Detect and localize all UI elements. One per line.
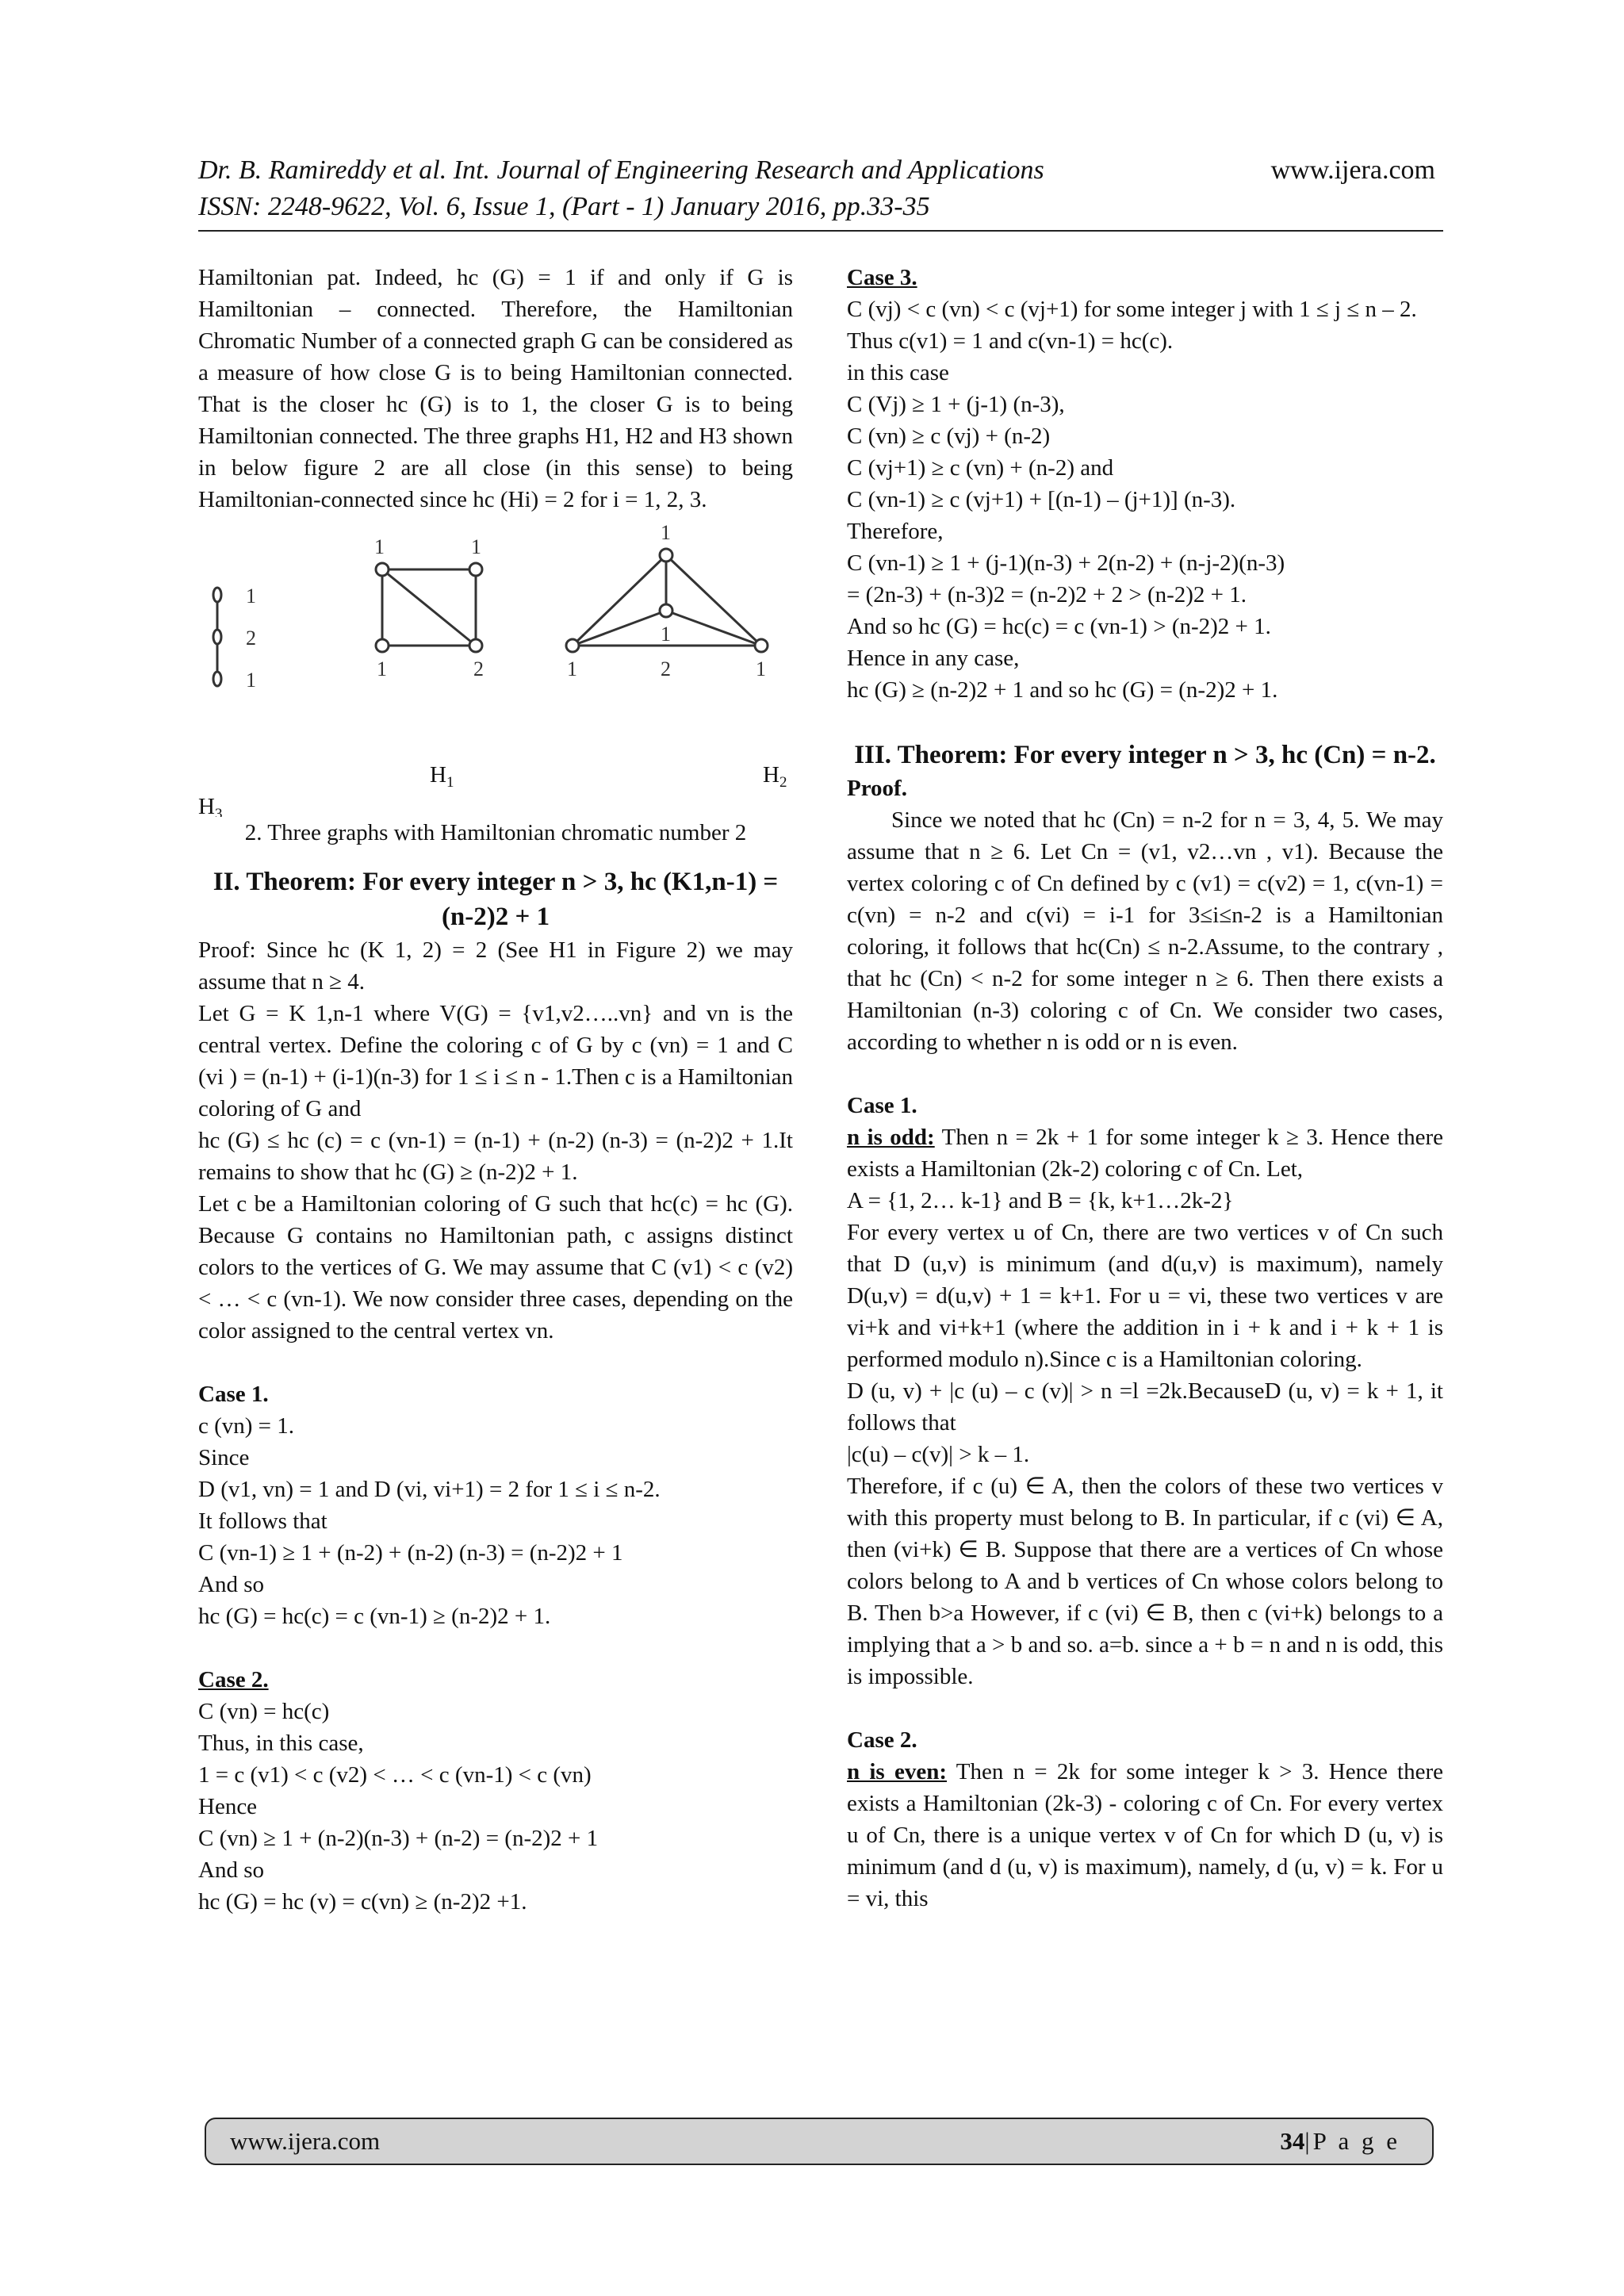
square-label-tl: 1 [374,535,385,558]
case-3-line: C (Vj) ≥ 1 + (j-1) (n-3), [847,392,1065,417]
case-1-line: hc (G) = hc(c) = c (vn-1) ≥ (n-2)2 + 1. [198,1604,551,1629]
path-label-bottom: 1 [246,669,256,692]
c1-paragraph-4: |c(u) – c(v)| > k – 1. [847,1442,1030,1467]
case-2-line: Thus, in this case, [198,1731,364,1756]
figure-label-h2: $H_2$ [763,762,787,791]
c1-sets: A = {1, 2… k-1} and B = {k, k+1…2k-2} [847,1188,1234,1213]
c1-paragraph [847,1121,1443,1185]
case-3-heading: Case 3. [847,265,917,290]
case-3-line: C (vn) ≥ c (vj) + (n-2) [847,424,1051,449]
tri-label-left: 1 [567,657,577,680]
page-word: |P a g e [1304,2127,1400,2155]
proof-label: Proof. [847,776,907,801]
c1-paragraph-5: Therefore, if c (u) ∈ A, then the colors of these two vertices v with this property must belong to B. In particular, if c (vi) ∈ A, then (vi+k) ∈ B. Suppose that there are a vertices of Cn whose colors belong to A and b vertices of Cn whose colors belong to B. Then b>a However, if c (vi) ∈ B, then c (vi+k) belongs to a implying that a > b and so. a=b. since a + b = n and n is odd, this is impossible. [847,1474,1443,1689]
square-label-br: 2 [473,657,484,680]
proof-paragraph: Since we noted that hc (Cn) = n-2 for n = 3, 4, 5. We may assume that n ≥ 6. Let Cn = (v1, v2…vn , v1). Because the vertex coloring c of Cn defined by c (v1) = c(v2) = 1, c(vn-1) = c(vn) = n-2 and c(vi) = i-1 for 3≤i≤n-2 is a Hamiltonian coloring, it follows that hc(Cn) ≤ n-2.Assume, to the contrary , that hc (Cn) < n-2 for some integer n ≥ 6. Then there exists a Hamiltonian (n-3) coloring c of Cn. We consider two cases, according to whether n is odd or n is even. [847,807,1443,1055]
header-website: www.ijera.com [1270,155,1435,185]
section-3-heading: III. Theorem: For every integer n > 3, hc (Cn) = n-2. [854,741,1436,769]
left-column [198,262,793,1918]
figure-caption: 2. Three graphs with Hamiltonian chromatic number 2 [244,820,747,845]
figure-label-h1: $H_1$ [430,762,454,791]
section-2-heading: II. Theorem: For every integer n > 3, hc (K1,n-1) = (n-2)2 + 1 [213,868,779,931]
case-3-line: Thus c(v1) = 1 and c(vn-1) = hc(c). [847,328,1174,354]
c2-heading: Case 2. [847,1727,917,1753]
intro-paragraph: Hamiltonian pat. Indeed, hc (G) = 1 if and only if G is Hamiltonian – connected. Therefore, the Hamiltonian Chromatic Number of a connected graph G can be considered as a measure of how close G is to being Hamiltonian connected. That is the closer hc (G) is to 1, the closer G is to being Hamiltonian connected. The three graphs H1, H2 and H3 shown in below figure 2 are all close (in this sense) to being Hamiltonian-connected since hc (Hi) = 2 for i = 1, 2, 3. [198,265,793,512]
case-1-line: c (vn) = 1. [198,1413,295,1439]
footer-page-number [1280,2127,1400,2156]
case-3-line: in this case [847,360,949,385]
c2-label: n is even: [847,1759,947,1784]
c1-paragraph-2: For every vertex u of Cn, there are two vertices v of Cn such that D (u,v) is minimum (and d(u,v) is maximum), namely D(u,v) = d(u,v) + 1 = k+1. For u = vi, these two vertices v are vi+k and vi+k+1 (where the addition in i + k and i + k + 1 is performed modulo n).Since c is a Hamiltonian coloring. [847,1220,1443,1372]
tri-label-right: 1 [756,657,766,680]
page-number: 34 [1280,2127,1305,2155]
running-header [198,152,1435,225]
c1-text: Then n = 2k + 1 for some integer k ≥ 3. Hence there exists a Hamiltonian (2k-2) coloring c of Cn. Let, [847,1125,1443,1182]
path-label-mid: 2 [246,627,256,650]
case-2-line: C (vn) = hc(c) [198,1699,330,1724]
proof-line-2: Let G = K 1,n-1 where V(G) = {v1,v2…..vn} and vn is the central vertex. Define the coloring c of G by c (vn) = 1 and C (vi ) = (n-1) + (i-1)(n-3) for 1 ≤ i ≤ n - 1.Then c is a Hamiltonian coloring of G and [198,1001,793,1121]
case-3-line: And so hc (G) = hc(c) = c (vn-1) > (n-2)2 + 1. [847,614,1271,639]
case-2-line: hc (G) = hc (v) = c(vn) ≥ (n-2)2 +1. [198,1889,527,1915]
proof-line-4: Let c be a Hamiltonian coloring of G such that hc(c) = hc (G). Because G contains no Hamiltonian path, c assigns distinct colors to the vertices of G. We may assume that C (v1) < c (v2) < … < c (vn-1). We now consider three cases, depending on the color assigned to the central vertex vn. [198,1191,793,1343]
square-label-bl: 1 [377,657,387,680]
case-1-line: It follows that [198,1508,327,1534]
c1-label: n is odd: [847,1125,935,1150]
figure-2 [198,516,793,817]
case-1-line: D (v1, vn) = 1 and D (vi, vi+1) = 2 for 1 ≤ i ≤ n-2. [198,1477,661,1502]
case-3-line: C (vj+1) ≥ c (vn) + (n-2) and [847,455,1114,481]
square-label-tr: 1 [471,535,481,558]
case-2-line: C (vn) ≥ 1 + (n-2)(n-3) + (n-2) = (n-2)2 + 1 [198,1826,599,1851]
tri-label-center: 1 [661,623,671,646]
case-3-line: C (vj) < c (vn) < c (vj+1) for some integer j with 1 ≤ j ≤ n – 2. [847,297,1417,322]
case-3-line: C (vn-1) ≥ 1 + (j-1)(n-3) + 2(n-2) + (n-j-2)(n-3) [847,550,1285,576]
footer-website: www.ijera.com [230,2127,381,2155]
header-issn-line: ISSN: 2248-9622, Vol. 6, Issue 1, (Part - 1) January 2016, pp.33-35 [198,192,930,221]
c2-paragraph [847,1756,1443,1915]
case-1-line: C (vn-1) ≥ 1 + (n-2) + (n-2) (n-3) = (n-2)2 + 1 [198,1540,623,1566]
path-label-top: 1 [246,585,256,608]
right-column [847,262,1443,1915]
case-1-line: Since [198,1445,250,1470]
page-footer [205,2118,1434,2165]
figure-label-h3: $H_3$ [198,794,223,817]
proof-line-3: hc (G) ≤ hc (c) = c (vn-1) = (n-1) + (n-2) (n-3) = (n-2)2 + 1.It remains to show that hc (G) ≥ (n-2)2 + 1. [198,1128,793,1185]
proof-line-1: Proof: Since hc (K 1, 2) = 2 (See H1 in Figure 2) we may assume that n ≥ 4. [198,937,793,995]
case-2-line: 1 = c (v1) < c (v2) < … < c (vn-1) < c (vn) [198,1762,592,1788]
figure-graphs [198,516,793,817]
c2-text: Then n = 2k for some integer k > 3. Hence there exists a Hamiltonian (2k-3) - coloring c of Cn. For every vertex u of Cn, there is a unique vertex v of Cn for which D (u, v) is minimum (and d (u, v) is maximum), namely, d (u, v) = k. For u = vi, this [847,1759,1444,1911]
case-3-line: Hence in any case, [847,646,1020,671]
case-2-line: And so [198,1857,264,1883]
case-3-line: = (2n-3) + (n-3)2 = (n-2)2 + 2 > (n-2)2 + 1. [847,582,1247,608]
c1-paragraph-3: D (u, v) + |c (u) – c (v)| > n =l =2k.BecauseD (u, v) = k + 1, it follows that [847,1378,1443,1435]
case-1-line: And so [198,1572,264,1597]
case-1-heading: Case 1. [198,1382,269,1407]
c1-heading: Case 1. [847,1093,917,1118]
case-3-line: hc (G) ≥ (n-2)2 + 1 and so hc (G) = (n-2)2 + 1. [847,677,1278,703]
header-journal-line: Dr. B. Ramireddy et al. Int. Journal of Engineering Research and Applications [198,155,1044,185]
header-rule [198,230,1443,232]
case-2-heading: Case 2. [198,1667,269,1692]
tri-label-top: 1 [661,521,671,544]
case-2-line: Hence [198,1794,258,1819]
case-3-line: C (vn-1) ≥ c (vj+1) + [(n-1) – (j+1)] (n-3). [847,487,1236,512]
tri-label-bottom: 2 [661,657,671,680]
case-3-line: Therefore, [847,519,944,544]
